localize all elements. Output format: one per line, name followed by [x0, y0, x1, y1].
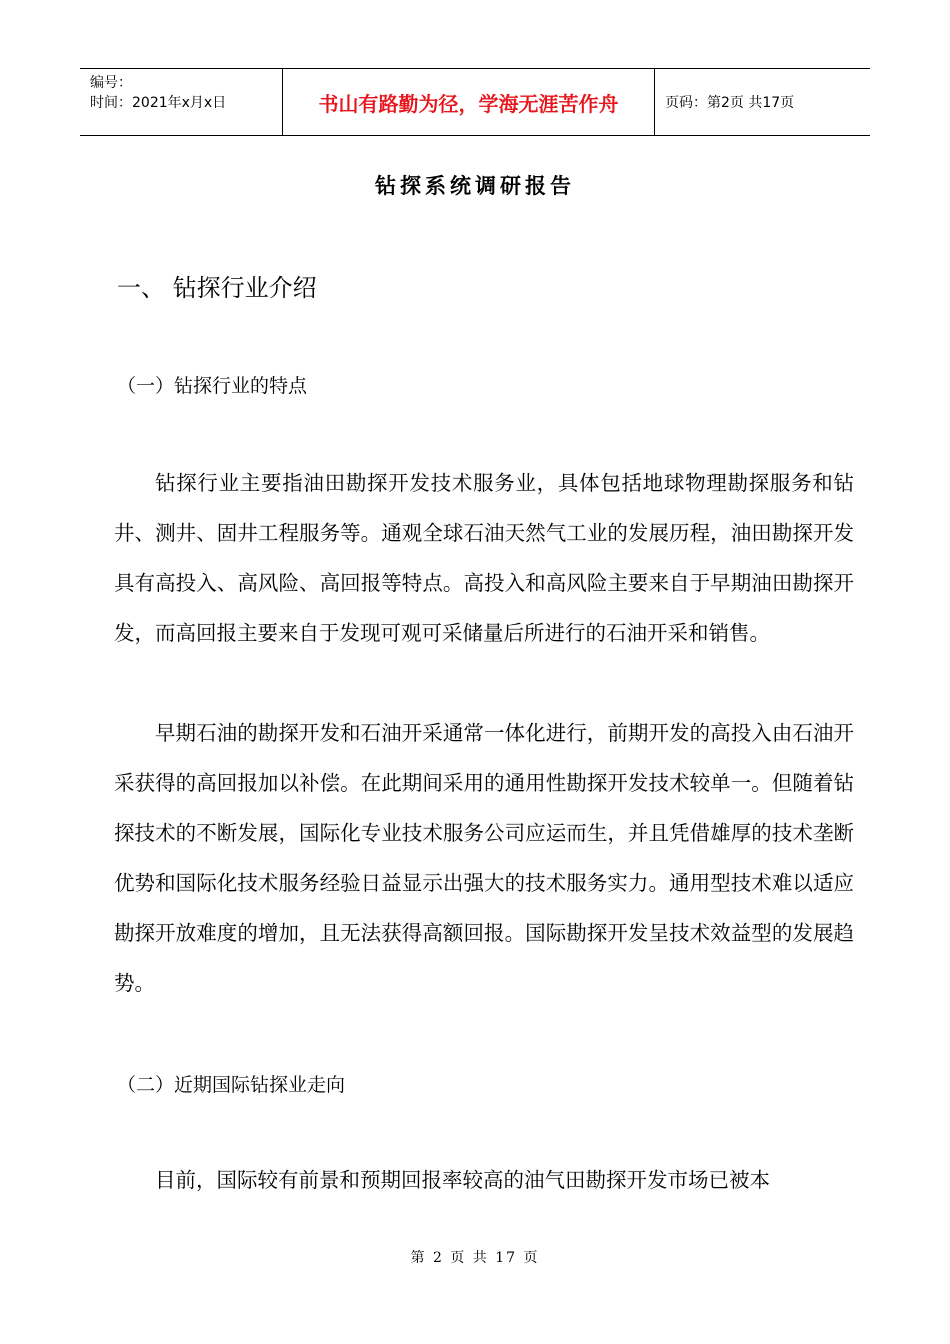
page-footer: 第 2 页 共 17 页 — [410, 1250, 540, 1266]
number-label: 编号： — [90, 75, 132, 91]
subsection-heading-2: （二）近期国际钻探业走向 — [117, 1074, 346, 1096]
header-meta-cell — [80, 69, 282, 135]
paragraph-2: 早期石油的勘探开发和石油开采通常一体化进行，前期开发的高投入由石油开采获得的高回报加以补偿。在此期间采用的通用性勘探开发技术较单一。但随着钻探技术的不断发展，国际化专业技术服务公司应运而生，并且凭借雄厚的技术垄断优势和国际化技术服务经验日益显示出强大的技术服务实力。通用型技术难以适应勘探开放难度的增加，且无法获得高额回报。国际勘探开发呈技术效益型的发展趋势。 — [114, 721, 854, 995]
paragraph-1: 钻探行业主要指油田勘探开发技术服务业，具体包括地球物理勘探服务和钻井、测井、固井工程服务等。通观全球石油天然气工业的发展历程，油田勘探开发具有高投入、高风险、高回报等特点。高投入和高风险主要来自于早期油田勘探开发，而高回报主要来自于发现可观可采储量后所进行的石油开采和销售。 — [114, 471, 854, 645]
paragraph-3: 目前，国际较有前景和预期回报率较高的油气田勘探开发市场已被本 — [155, 1168, 770, 1192]
header-page-cell — [655, 69, 870, 135]
page-info: 页码：第2页 共17页 — [665, 95, 795, 111]
subsection-heading-1: （一）钻探行业的特点 — [117, 375, 308, 397]
document-title: 钻探系统调研报告 — [375, 173, 575, 198]
header-motto-cell — [282, 69, 655, 135]
motto-text: 书山有路勤为径，学海无涯苦作舟 — [318, 91, 619, 116]
section-heading: 一、 钻探行业介绍 — [117, 274, 317, 302]
header-table — [80, 68, 870, 136]
date-label: 时间：2021年x月x日 — [90, 95, 227, 111]
